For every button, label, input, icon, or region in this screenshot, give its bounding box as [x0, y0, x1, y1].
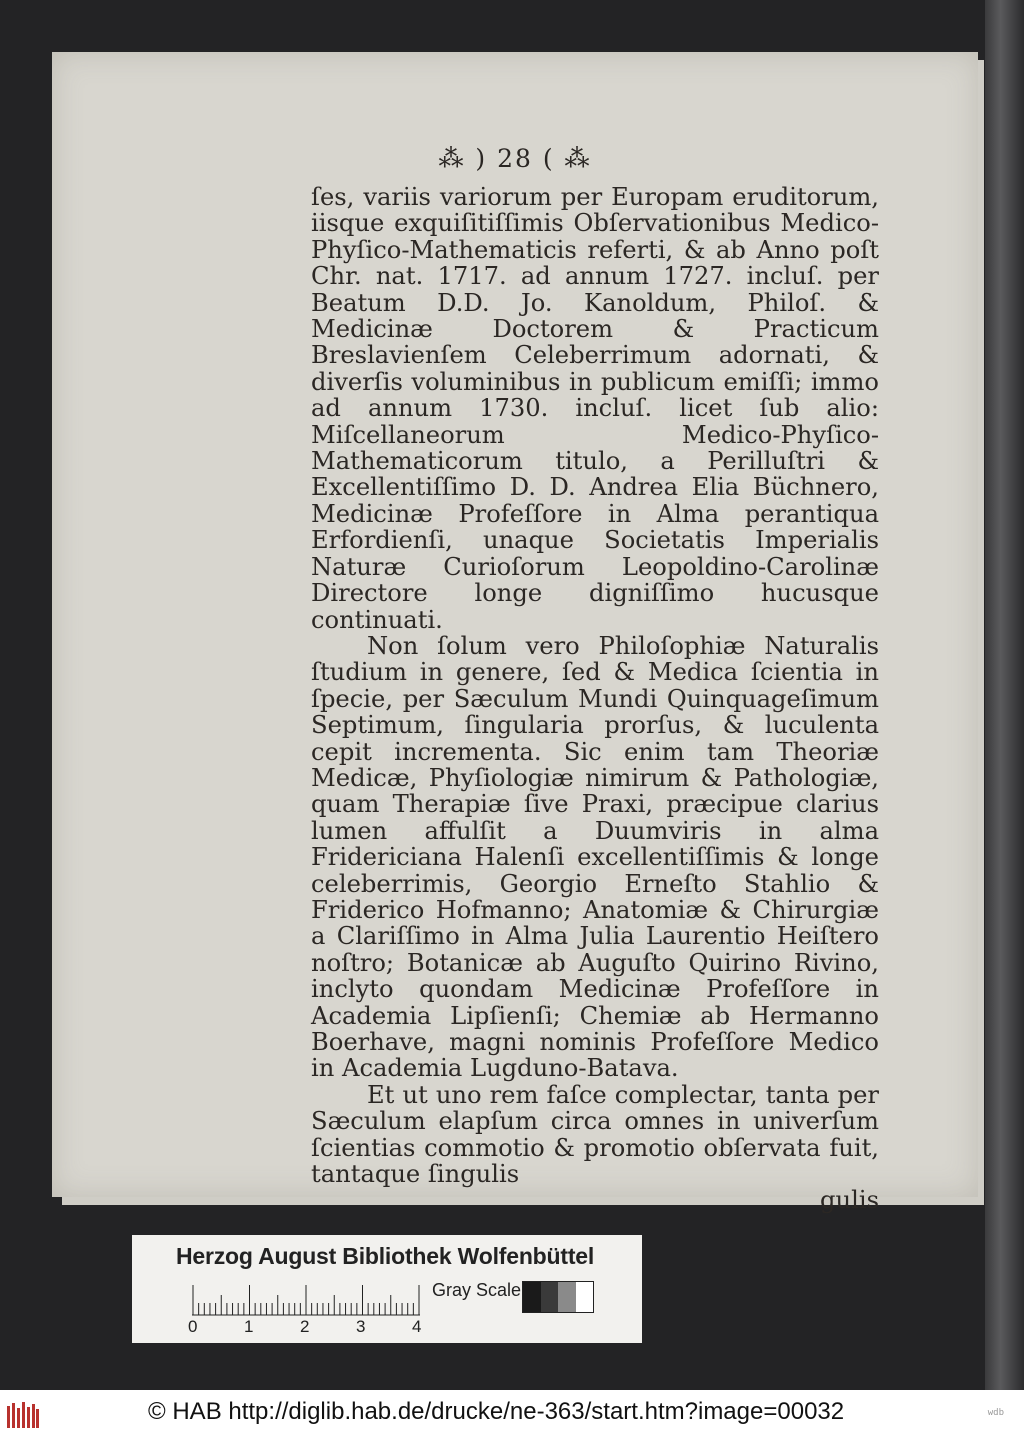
gray-scale-swatches: [522, 1281, 594, 1313]
ruler-number: 3: [356, 1317, 366, 1336]
gray-swatch: [541, 1282, 559, 1312]
ruler-number: 2: [300, 1317, 310, 1336]
library-name: Herzog August Bibliothek Wolfenbüttel: [176, 1243, 595, 1269]
hab-logo-icon: [6, 1400, 40, 1430]
footer-mark: wdb: [987, 1408, 1004, 1418]
gray-swatch: [558, 1282, 576, 1312]
book-spine: [985, 0, 1024, 1390]
gray-swatch: [576, 1282, 594, 1312]
paragraph-3: Et ut uno rem faſce complectar, tanta per Sæculum elapſum circa omnes in univerſum ſcientias commotio & promotio obſervata fuit, tantaque ſingulis: [311, 1080, 879, 1189]
page-body: [311, 184, 879, 1214]
footer-bar: [0, 1390, 1024, 1439]
running-head: ⁂ ) 28 ( ⁂: [438, 144, 592, 173]
library-label-card: [132, 1235, 642, 1343]
ruler-number: 1: [244, 1317, 254, 1336]
ruler-number: 0: [188, 1317, 198, 1336]
book-page: [52, 52, 978, 1215]
scale-ruler: [192, 1282, 420, 1316]
gray-swatch: [523, 1282, 541, 1312]
paragraph-2: Non ſolum vero Philoſophiæ Naturalis ſtudium in genere, ſed & Medica ſcientia in ſpecie, per Sæculum Mundi Quinquageſimum Septimum, ſingularia prorſus, & luculenta cepit incrementa. Sic enim tam Theoriæ Medicæ, Phyſiologiæ nimirum & Pathologiæ, quam Therapiæ ſive Praxi, præcipue clarius lumen affulſit a Duumviris in alma Fridericiana Halenſi excellentiſſimis & longe celeberrimis, Georgio Erneſto Stahlio & Friderico Hofmanno; Anatomiæ & Chirurgiæ a Clariſſimo in Alma Julia Laurentio Heiſtero noſtro; Botanicæ ab Auguſto Quirino Rivino, inclyto quondam Medicinæ Profeſſore in Academia Lipſienſi; Chemiæ ab Hermanno Boerhave, magni nominis Profeſſore Medico in Academia Lugduno-Batava.: [311, 631, 879, 1083]
gray-scale-label: Gray Scale: [432, 1280, 522, 1300]
ruler-number: 4: [412, 1317, 422, 1336]
footer-credit-link[interactable]: © HAB http://diglib.hab.de/drucke/ne-363/start.htm?image=00032: [148, 1398, 845, 1425]
paragraph-1: ſes, variis variorum per Europam eruditorum, iisque exquiſitiſſimis Obſervationibus Medico-Phyſico-Mathematicis referti, & ab Anno poſt Chr. nat. 1717. ad annum 1727. incluſ. per Beatum D.D. Jo. Kanoldum, Philoſ. & Medicinæ Doctorem & Practicum Breslavienſem Celeberrimum adornati, & diverſis voluminibus in publicum emiſſi; immo ad annum 1730. incluſ. licet ſub alio: Miſcellaneorum Medico-Phyſico-Mathematicorum titulo, a Perilluſtri & Excellentiſſimo D. D. Andrea Elia Büchnero, Medicinæ Profeſſore in Alma perantiqua Erfordienſi, unaque Societatis Imperialis Naturæ Curioſorum Leopoldino-Carolinæ Directore longe digniſſimo hucusque continuati.: [311, 183, 879, 634]
catchword: gulis: [820, 1186, 879, 1215]
